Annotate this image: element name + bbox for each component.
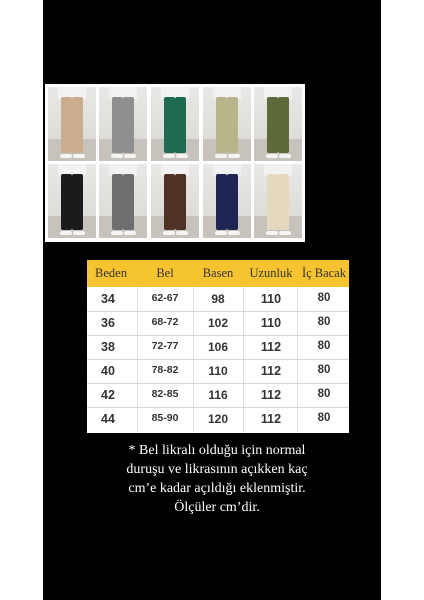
trouser-leg <box>112 97 123 153</box>
photo-row-top <box>45 87 305 161</box>
size-chart-table <box>87 260 349 433</box>
cell-beden: 34 <box>101 292 115 306</box>
cell-bel: 72-77 <box>151 340 179 352</box>
cell-beden: 44 <box>101 412 115 426</box>
trouser-leg <box>216 97 227 153</box>
trouser-leg <box>216 174 227 230</box>
size-chart-header <box>87 260 349 287</box>
cell-bel: 68-72 <box>151 316 179 328</box>
table-row <box>87 335 349 360</box>
cell-uzunluk: 112 <box>260 340 282 354</box>
trouser-leg <box>164 174 175 230</box>
note-line: cm’e kadar açıldığı eklenmiştir. <box>128 481 306 496</box>
cell-bel: 82-85 <box>151 388 179 400</box>
cell-uzunluk: 110 <box>260 316 282 330</box>
trouser-leg <box>72 97 83 153</box>
cell-beden: 40 <box>101 364 115 378</box>
trouser-leg <box>175 174 186 230</box>
cell-basen: 102 <box>207 316 229 330</box>
product-photo-cream[interactable] <box>254 164 302 238</box>
cell-beden: 38 <box>101 340 115 354</box>
cell-bel: 85-90 <box>151 412 179 424</box>
product-photo-grid <box>45 84 305 242</box>
product-photo-olive[interactable] <box>254 87 302 161</box>
table-row <box>87 287 349 312</box>
cell-beden: 36 <box>101 316 115 330</box>
cell-basen: 110 <box>208 364 228 378</box>
table-row <box>87 311 349 336</box>
trouser-leg <box>61 97 72 153</box>
cell-ic-bacak: 80 <box>317 316 331 328</box>
cell-uzunluk: 110 <box>260 292 282 306</box>
trouser-leg <box>123 174 134 230</box>
header-bel: Bel <box>156 266 174 280</box>
header-uzunluk: Uzunluk <box>249 266 293 280</box>
header-ic-bacak: İç Bacak <box>301 266 347 280</box>
product-photo-navy[interactable] <box>203 164 251 238</box>
cell-basen: 98 <box>211 292 225 306</box>
cell-ic-bacak: 80 <box>317 292 331 304</box>
header-beden: Beden <box>95 266 127 280</box>
trouser-leg <box>278 174 289 230</box>
header-basen: Basen <box>202 266 234 280</box>
product-photo-sage[interactable] <box>203 87 251 161</box>
trouser-leg <box>267 174 278 230</box>
trouser-leg <box>72 174 83 230</box>
note-line: * Bel likralı olduğu için normal <box>128 443 306 458</box>
product-photo-brown[interactable] <box>151 164 199 238</box>
trouser-leg <box>164 97 175 153</box>
table-row <box>87 359 349 384</box>
trouser-leg <box>227 97 238 153</box>
product-photo-smoke[interactable] <box>99 164 147 238</box>
cell-basen: 120 <box>207 412 229 426</box>
trouser-leg <box>112 174 123 230</box>
trouser-leg <box>267 97 278 153</box>
cell-bel: 62-67 <box>151 292 179 304</box>
note-line: duruşu ve likrasının açıkken kaç <box>126 462 308 477</box>
cell-uzunluk: 112 <box>260 412 282 426</box>
trouser-leg <box>175 97 186 153</box>
product-photo-beige[interactable] <box>48 87 96 161</box>
cell-uzunluk: 112 <box>260 388 282 402</box>
trouser-leg <box>227 174 238 230</box>
cell-ic-bacak: 80 <box>317 412 331 424</box>
cell-basen: 116 <box>208 388 228 402</box>
table-row <box>87 407 349 431</box>
measurement-note <box>100 441 334 517</box>
cell-uzunluk: 112 <box>260 364 282 378</box>
cell-ic-bacak: 80 <box>317 340 331 352</box>
note-line: Ölçüler cm’dir. <box>174 500 260 515</box>
cell-beden: 42 <box>101 388 115 402</box>
trouser-leg <box>278 97 289 153</box>
cell-basen: 106 <box>207 340 229 354</box>
cell-ic-bacak: 80 <box>317 388 331 400</box>
product-photo-grey[interactable] <box>99 87 147 161</box>
cell-bel: 78-82 <box>151 364 179 376</box>
trouser-leg <box>61 174 72 230</box>
product-photo-emerald[interactable] <box>151 87 199 161</box>
photo-row-bottom <box>45 164 305 238</box>
cell-ic-bacak: 80 <box>317 364 331 376</box>
table-row <box>87 383 349 408</box>
product-photo-black[interactable] <box>48 164 96 238</box>
trouser-leg <box>123 97 134 153</box>
